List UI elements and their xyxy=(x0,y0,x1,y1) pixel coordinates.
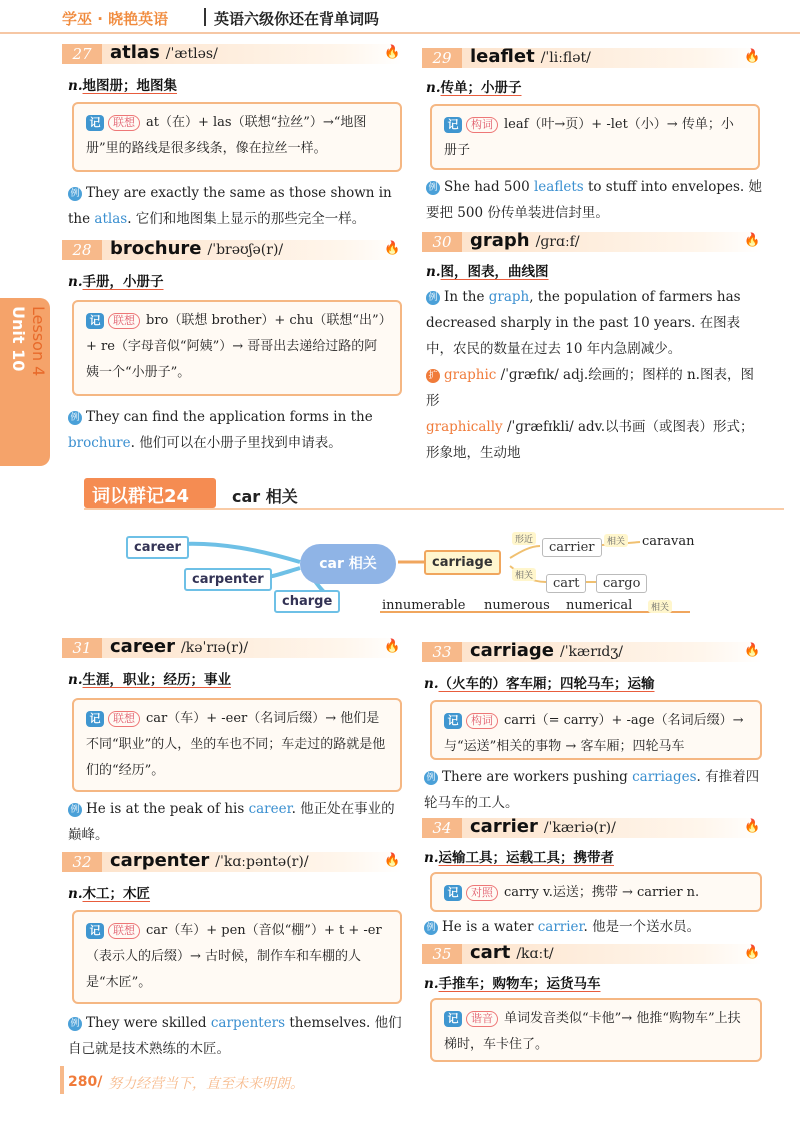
mind-map-node-carrier: carrier xyxy=(542,538,602,557)
entry-number: 33 xyxy=(422,642,462,662)
definition: n.生涯，职业；经历；事业 xyxy=(68,672,232,688)
header-divider xyxy=(204,8,206,26)
headword: brochure /ˈbrəʊʃə(r)/ xyxy=(110,238,284,259)
example-icon: 例 xyxy=(424,771,438,785)
entry-brochure-header xyxy=(62,238,402,262)
flame-icon: 🔥 xyxy=(744,819,761,834)
extension-graphic: 扩 graphic /ˈɡræfɪk/ adj.绘画的；图样的 n.图表，图形 xyxy=(426,367,754,409)
tip-tag: 构词 xyxy=(466,713,498,729)
entry-number: 35 xyxy=(422,944,462,964)
group-title: car 相关 xyxy=(232,487,298,506)
entry-number: 30 xyxy=(422,232,462,252)
page-number: 280/ xyxy=(68,1074,103,1090)
example-icon: 例 xyxy=(424,921,438,935)
flame-icon: 🔥 xyxy=(744,233,761,248)
relation-tag: 相关 xyxy=(648,600,672,613)
tip-tag: 对照 xyxy=(466,885,498,901)
example-icon: 例 xyxy=(426,181,440,195)
example-sentence: 例 There are workers pushing carriages. 有推着四轮马车的工人。 xyxy=(424,769,760,811)
memory-tip-box: 记 联想 car（车）+ pen（音似“棚”）+ t + -er（表示人的后缀）→ 古时候，制作车和车棚的人是“木匠”。 xyxy=(72,910,402,1004)
memory-tip-box: 记 联想 bro（联想 brother）+ chu（联想“出”）+ re（字母音似“阿姨”）→ 哥哥出去递给过路的阿姨一个“小册子”。 xyxy=(72,300,402,396)
footer-bar xyxy=(60,1066,64,1094)
mind-map-center: car 相关 xyxy=(300,544,396,584)
tip-icon: 记 xyxy=(444,885,462,901)
mind-map-word: innumerable xyxy=(382,598,466,613)
example-sentence: 例 She had 500 leaflets to stuff into envelopes. 她要把 500 份传单装进信封里。 xyxy=(426,179,762,221)
entry-number: 34 xyxy=(422,818,462,838)
flame-icon: 🔥 xyxy=(744,945,761,960)
memory-tip-box: 记 联想 at（在）+ las（联想“拉丝”）→“地图册”里的路线是很多线条，像在拉丝一样。 xyxy=(72,102,402,172)
entry-number: 27 xyxy=(62,44,102,64)
entry-number: 31 xyxy=(62,638,102,658)
brand-name: 学巫 · 晓艳英语 xyxy=(62,10,169,28)
tip-icon: 记 xyxy=(86,923,104,939)
example-sentence: 例 They can find the application forms in the brochure. 他们可以在小册子里找到申请表。 xyxy=(68,409,373,451)
example-sentence: 例 He is at the peak of his career. 他正处在事业的巅峰。 xyxy=(68,801,395,843)
extension-icon: 扩 xyxy=(426,369,440,383)
book-title: 英语六级你还在背单词吗 xyxy=(214,10,380,28)
entry-carriage-header xyxy=(422,640,762,664)
example-icon: 例 xyxy=(68,803,82,817)
definition: n.手册，小册子 xyxy=(68,274,164,290)
tip-icon: 记 xyxy=(86,711,104,727)
flame-icon: 🔥 xyxy=(744,643,761,658)
entry-number: 29 xyxy=(422,48,462,68)
definition: n.地图册；地图集 xyxy=(68,78,178,94)
group-label: 词以群记24 xyxy=(92,486,190,507)
headword: leaflet /ˈliːflət/ xyxy=(470,46,591,67)
entry-cart-header xyxy=(422,942,762,966)
header-rule xyxy=(0,32,800,34)
tip-icon: 记 xyxy=(444,713,462,729)
relation-tag: 形近 xyxy=(512,532,536,545)
headword: atlas /ˈætləs/ xyxy=(110,42,218,63)
tip-icon: 记 xyxy=(444,1011,462,1027)
mind-map-node-caravan: caravan xyxy=(642,534,695,549)
mind-map-node-career: career xyxy=(126,536,189,559)
relation-tag: 相关 xyxy=(512,568,536,581)
definition: n.手推车；购物车；运货马车 xyxy=(424,976,601,992)
memory-tip-box: 记 对照 carry v.运送；携带 → carrier n. xyxy=(430,872,762,912)
entry-number: 32 xyxy=(62,852,102,872)
memory-tip-box: 记 谐音 单词发音类似“卡他”→ 他推“购物车”上扶梯时，车卡住了。 xyxy=(430,998,762,1062)
entry-number: 28 xyxy=(62,240,102,260)
definition: n.木工；木匠 xyxy=(68,886,151,902)
mind-map-node-cart: cart xyxy=(546,574,586,593)
headword: graph /ɡrɑːf/ xyxy=(470,230,580,251)
entry-carrier-header xyxy=(422,816,762,840)
extension-graphically: graphically /ˈɡræfɪkli/ adv.以书画（或图表）形式；形象地，生动地 xyxy=(426,419,754,461)
headword: carrier /ˈkæriə(r)/ xyxy=(470,816,616,837)
entry-leaflet-header xyxy=(422,46,762,70)
side-lesson-label: Lesson 4 xyxy=(29,306,48,377)
tip-tag: 联想 xyxy=(108,115,140,131)
mind-map-node-cargo: cargo xyxy=(596,574,647,593)
memory-tip-box: 记 构词 leaf（叶→页）+ -let（小）→ 传单；小册子 xyxy=(430,104,760,170)
headword: carriage /ˈkærɪdʒ/ xyxy=(470,640,623,661)
tip-icon: 记 xyxy=(86,313,104,329)
definition: n.图，图表，曲线图 xyxy=(426,264,549,280)
entry-graph-header xyxy=(422,230,762,254)
example-sentence: 例 In the graph, the population of farmers has decreased sharply in the past 10 years. 在图表中，农民的数量在过去 10 年内急剧减少。 xyxy=(426,289,741,357)
tip-icon: 记 xyxy=(444,117,462,133)
entry-career-header xyxy=(62,636,402,660)
flame-icon: 🔥 xyxy=(384,853,401,868)
mind-map-word: numerical xyxy=(566,598,633,613)
headword: cart /kɑːt/ xyxy=(470,942,554,963)
flame-icon: 🔥 xyxy=(384,241,401,256)
mind-map-node-carpenter: carpenter xyxy=(184,568,272,591)
tip-tag: 联想 xyxy=(108,923,140,939)
memory-tip-box: 记 构词 carri（= carry）+ -age（名词后缀）→ 与“运送”相关的事物 → 客车厢；四轮马车 xyxy=(430,700,762,760)
headword: career /kəˈrɪə(r)/ xyxy=(110,636,249,657)
example-sentence: 例 He is a water carrier. 他是一个送水员。 xyxy=(424,914,760,940)
example-icon: 例 xyxy=(68,1017,82,1031)
side-unit-label: Unit 10 xyxy=(9,306,28,372)
example-icon: 例 xyxy=(426,291,440,305)
example-icon: 例 xyxy=(68,411,82,425)
tip-tag: 谐音 xyxy=(466,1011,498,1027)
flame-icon: 🔥 xyxy=(384,639,401,654)
mind-map-node-charge: charge xyxy=(274,590,340,613)
definition: n.（火车的）客车厢；四轮马车；运输 xyxy=(424,676,655,692)
relation-tag: 相关 xyxy=(604,534,628,547)
memory-tip-box: 记 联想 car（车）+ -eer（名词后缀）→ 他们是不同“职业”的人，坐的车也不同；车走过的路就是他们的“经历”。 xyxy=(72,698,402,792)
flame-icon: 🔥 xyxy=(384,45,401,60)
tip-icon: 记 xyxy=(86,115,104,131)
definition: n.运输工具；运载工具；携带者 xyxy=(424,850,615,866)
entry-atlas-header xyxy=(62,42,402,66)
example-icon: 例 xyxy=(68,187,82,201)
definition: n.传单；小册子 xyxy=(426,80,522,96)
example-sentence: 例 They are exactly the same as those shown in the atlas. 它们和地图集上显示的那些完全一样。 xyxy=(68,185,392,227)
footer-motto: 努力经营当下，直至未来明朗。 xyxy=(108,1076,304,1092)
entry-carpenter-header xyxy=(62,850,402,874)
flame-icon: 🔥 xyxy=(744,49,761,64)
example-sentence: 例 They were skilled carpenters themselves. 他们自己就是技术熟练的木匠。 xyxy=(68,1015,402,1057)
tip-tag: 联想 xyxy=(108,711,140,727)
headword: carpenter /ˈkɑːpəntə(r)/ xyxy=(110,850,309,871)
tip-tag: 构词 xyxy=(466,117,498,133)
mind-map-node-carriage: carriage xyxy=(424,550,501,575)
mind-map-word: numerous xyxy=(484,598,550,613)
tip-tag: 联想 xyxy=(108,313,140,329)
